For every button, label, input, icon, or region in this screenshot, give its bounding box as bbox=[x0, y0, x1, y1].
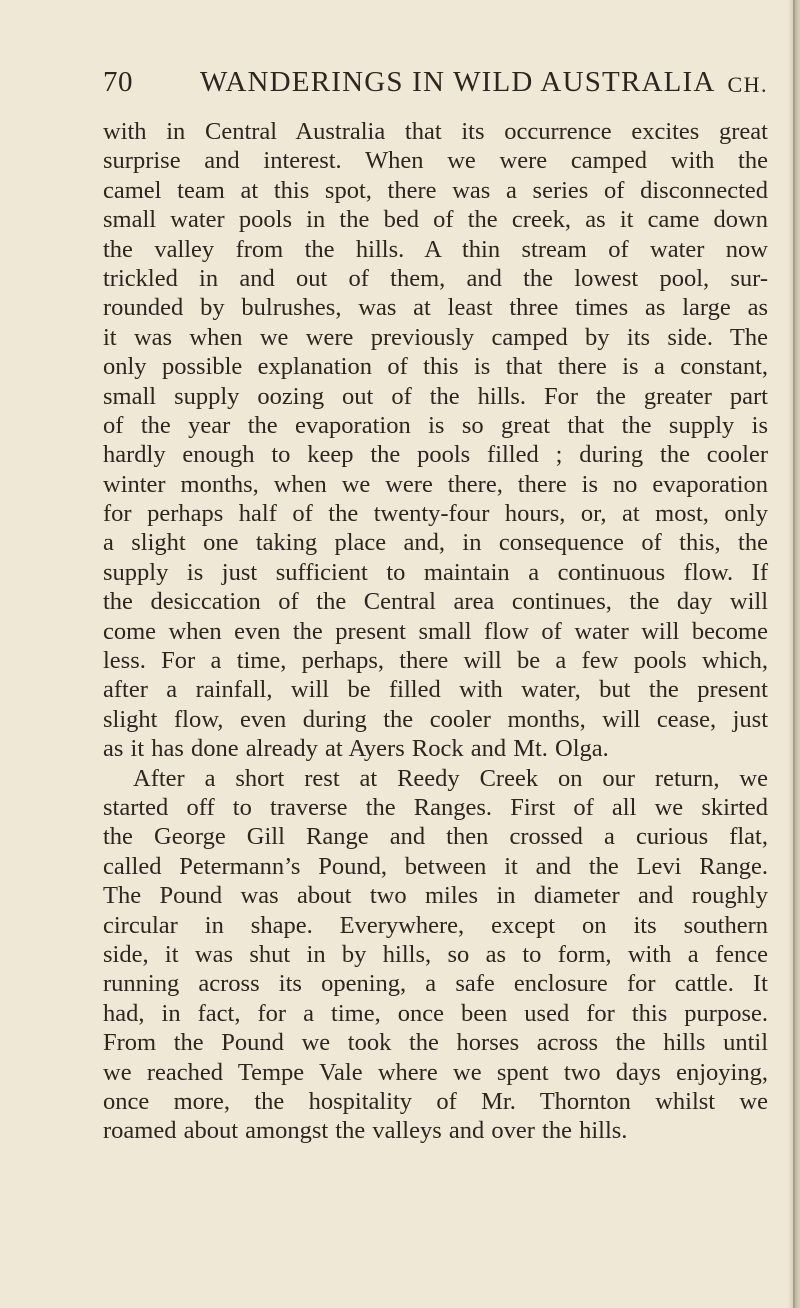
text-line: winter months, when we were there, there is no evaporation bbox=[103, 470, 768, 498]
text-line: only possible explanation of this is that there is a constant, bbox=[103, 353, 768, 381]
text-line: with in Central Australia that its occurrence excites great bbox=[103, 118, 768, 145]
text-line: called Petermann’s Pound, between it and the Levi Range. bbox=[103, 852, 768, 880]
chapter-abbreviation: CH. bbox=[727, 72, 768, 97]
text-line: circular in shape. Everywhere, except on its southern bbox=[103, 911, 768, 939]
text-line: side, it was shut in by hills, so as to form, with a fence bbox=[103, 940, 768, 968]
text-line: rounded by bulrushes, was at least three times as large as bbox=[103, 294, 768, 322]
text-line: a slight one taking place and, in consequence of this, the bbox=[103, 529, 768, 557]
paragraph bbox=[103, 764, 768, 1146]
text-line: After a short rest at Reedy Creek on our return, we bbox=[133, 764, 768, 792]
text-line: the desiccation of the Central area continues, the day will bbox=[103, 588, 768, 616]
text-line: roamed about amongst the valleys and over the hills. bbox=[103, 1117, 628, 1145]
text-line: less. For a time, perhaps, there will be a few pools which, bbox=[103, 647, 768, 675]
text-line: hardly enough to keep the pools filled ; during the cooler bbox=[103, 441, 768, 469]
text-line: come when even the present small flow of water will become bbox=[103, 617, 768, 645]
text-line: of the year the evaporation is so great that the supply is bbox=[103, 411, 768, 439]
text-line: The Pound was about two miles in diameter and roughly bbox=[103, 882, 768, 910]
text-line: From the Pound we took the horses across the hills until bbox=[103, 1029, 768, 1057]
text-line: running across its opening, a safe enclosure for cattle. It bbox=[103, 970, 768, 998]
paragraph bbox=[103, 117, 768, 764]
running-head bbox=[103, 66, 768, 106]
text-line: after a rainfall, will be filled with water, but the present bbox=[103, 676, 768, 704]
text-line: once more, the hospitality of Mr. Thornton whilst we bbox=[103, 1087, 768, 1115]
text-line: small supply oozing out of the hills. For the greater part bbox=[103, 382, 768, 410]
page-edge-shadow bbox=[788, 0, 800, 1308]
text-line: had, in fact, for a time, once been used for this purpose. bbox=[103, 999, 768, 1027]
text-line: small water pools in the bed of the creek, as it came down bbox=[103, 206, 768, 234]
text-line: slight flow, even during the cooler months, will cease, just bbox=[103, 705, 768, 733]
text-line: supply is just sufficient to maintain a continuous flow. If bbox=[103, 558, 768, 586]
text-line: surprise and interest. When we were camped with the bbox=[103, 147, 768, 175]
text-line: the valley from the hills. A thin stream of water now bbox=[103, 235, 768, 263]
text-line: the George Gill Range and then crossed a curious flat, bbox=[103, 823, 768, 851]
text-line: it was when we were previously camped by its side. The bbox=[103, 323, 768, 351]
text-line: for perhaps half of the twenty-four hours, or, at most, only bbox=[103, 500, 768, 528]
text-line: as it has done already at Ayers Rock and Mt. Olga. bbox=[103, 735, 609, 763]
text-line: we reached Tempe Vale where we spent two days enjoying, bbox=[103, 1058, 768, 1086]
body-text bbox=[103, 117, 768, 1146]
text-line: started off to traverse the Ranges. First of all we skirted bbox=[103, 793, 768, 821]
text-line: camel team at this spot, there was a series of disconnected bbox=[103, 176, 768, 204]
text-line: trickled in and out of them, and the lowest pool, sur- bbox=[103, 264, 768, 292]
running-title: WANDERINGS IN WILD AUSTRALIA bbox=[200, 66, 716, 98]
page-number: 70 bbox=[103, 66, 133, 98]
